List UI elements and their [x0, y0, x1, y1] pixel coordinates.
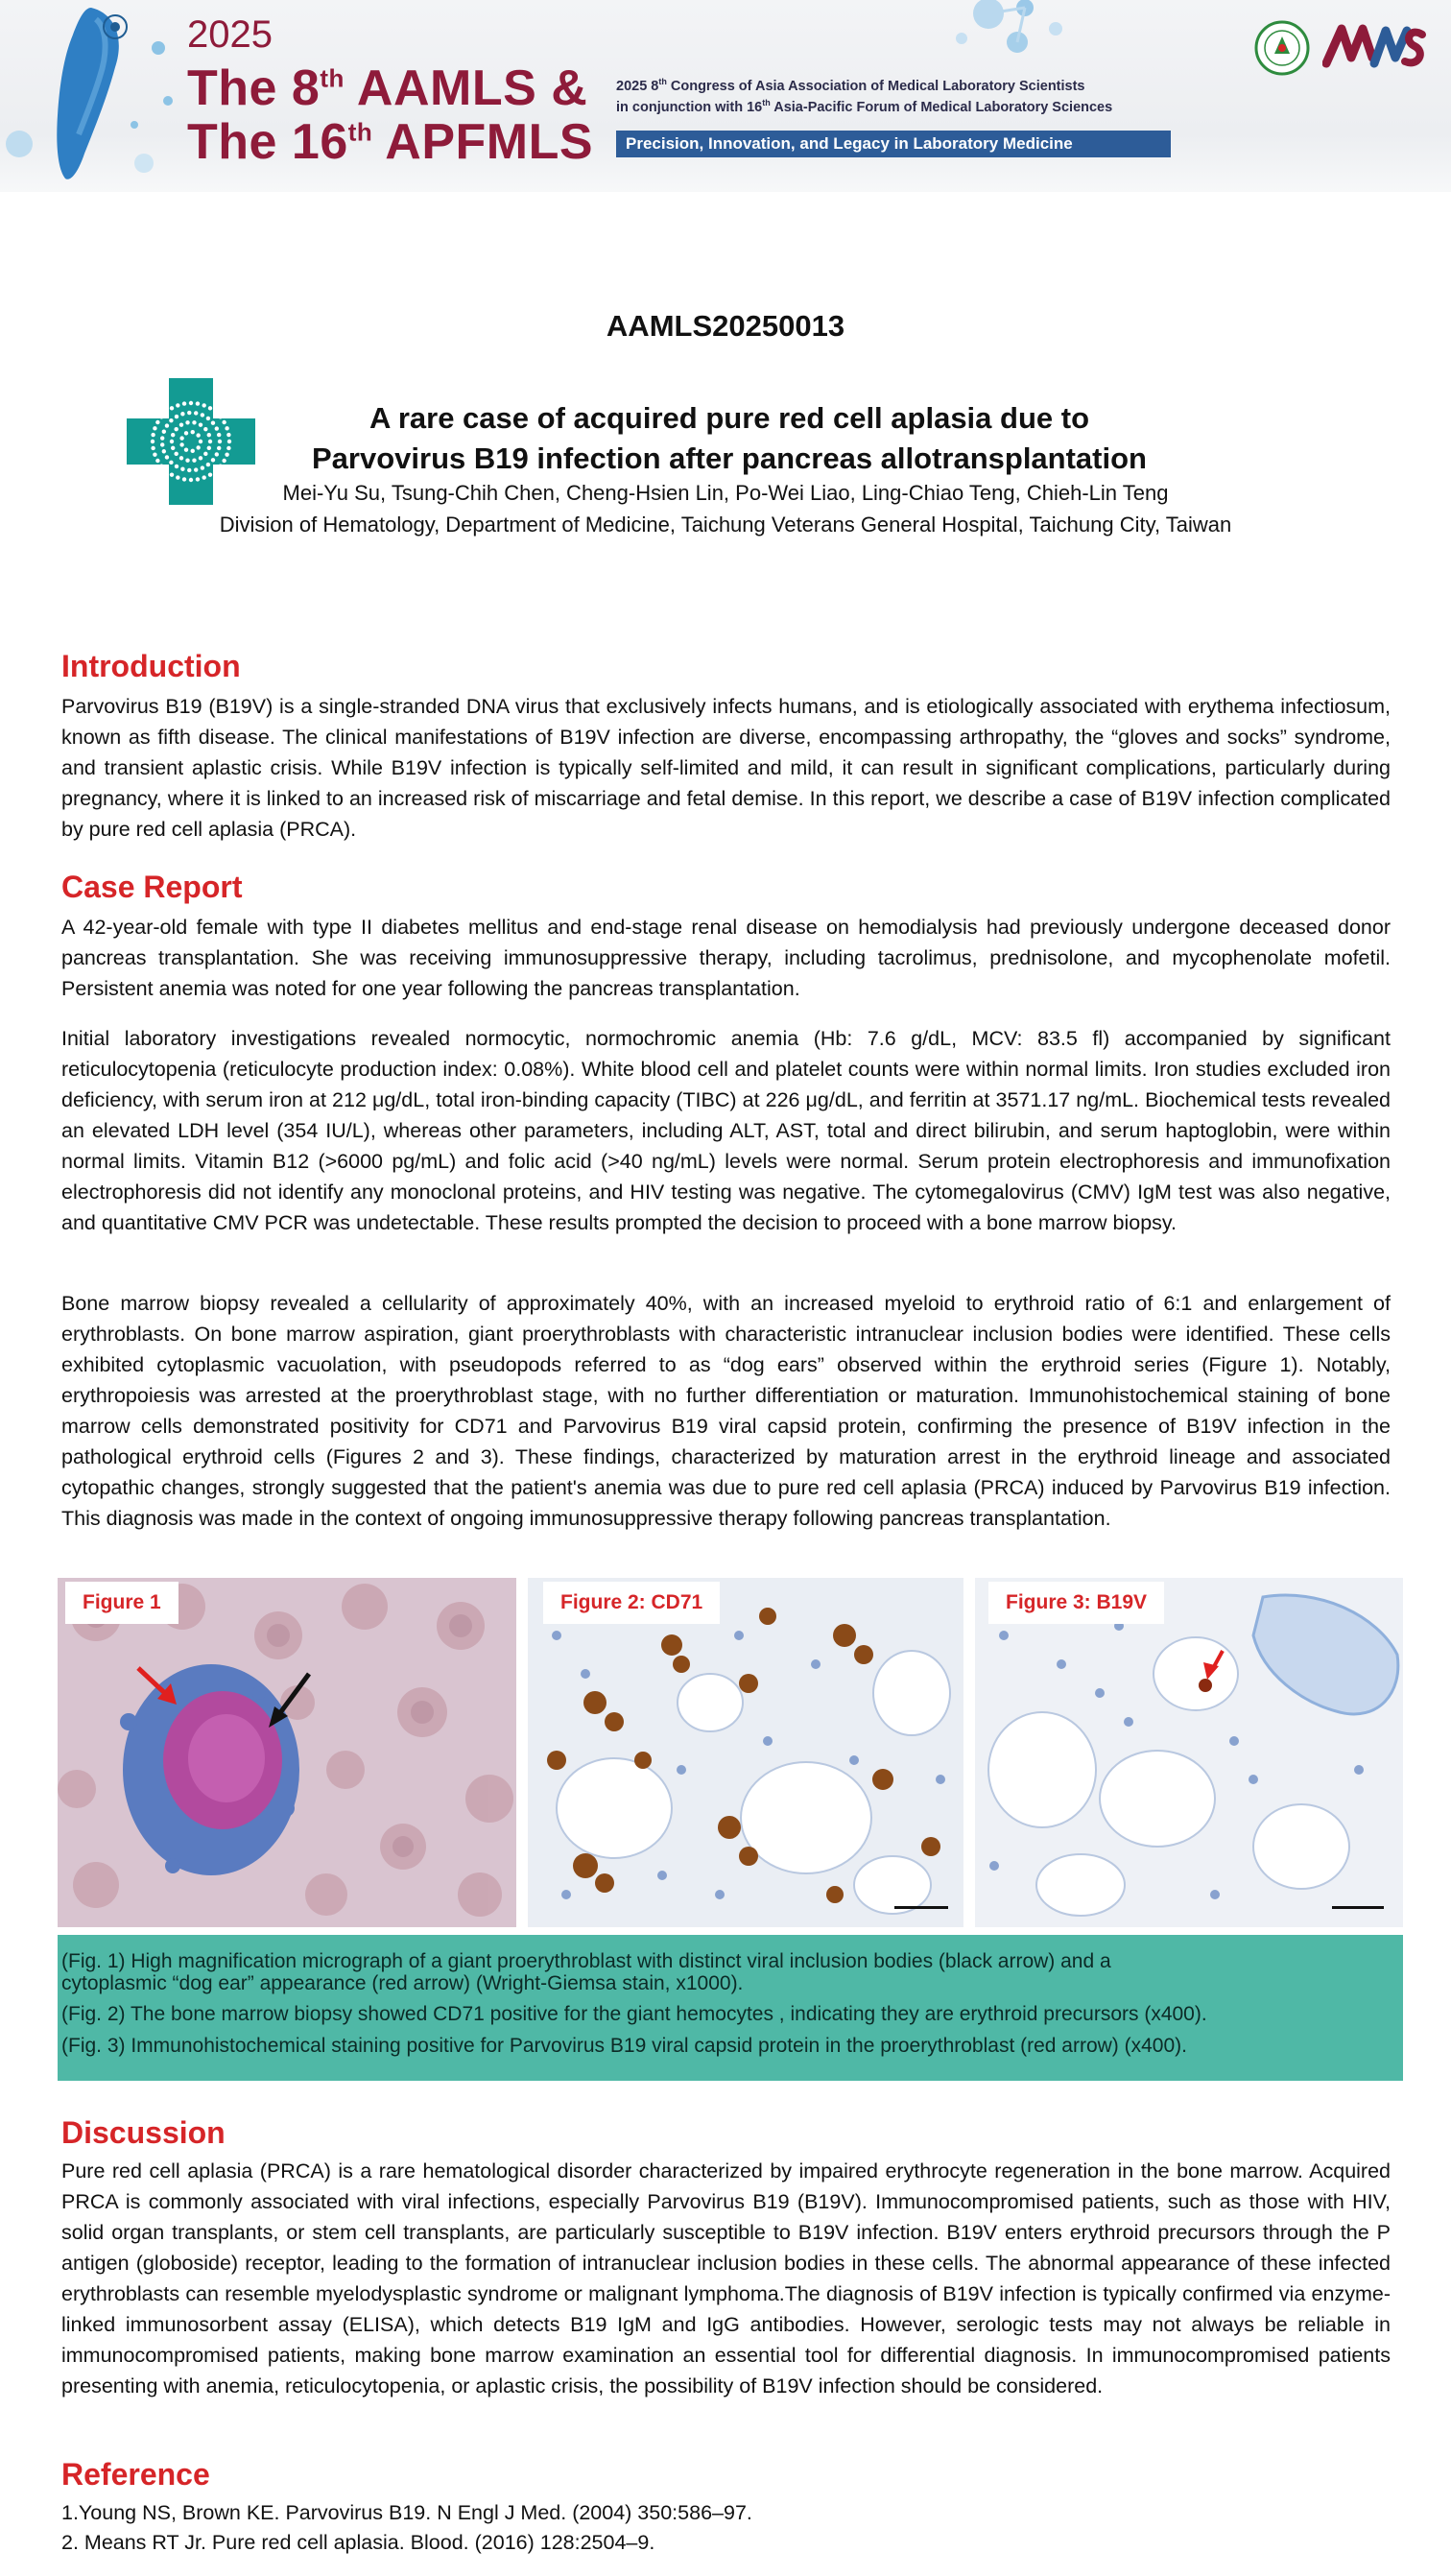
figure-2-cd71-stain — [528, 1578, 963, 1927]
introduction-text: Parvovirus B19 (B19V) is a single-stranded DNA virus that exclusively infects humans, and is etiologically associated with erythema infectiosum, known as fifth disease. The clinical manifestations of B19V infection are diverse, encompassing arthropathy, the “gloves and socks” syndrome, and transient aplastic crisis. While B19V infection is typically self-limited and mild, it can result in significant complications, particularly during pregnancy, where it is linked to an increased risk of miscarriage and fetal demise. In this report, we describe a case of B19V infection complicated by pure red cell aplasia (PRCA). — [61, 695, 1391, 841]
discussion-text: Pure red cell aplasia (PRCA) is a rare hematological disorder characterized by impaired erythrocyte regeneration in the bone marrow. Acquired PRCA is commonly associated with viral infections, especially Parvovirus B19 (B19V). Immunocompromised patients, such as those with HIV, solid organ transplants, or stem cell transplants, are particularly susceptible to B19V infection. B19V enters erythroid precursors through the P antigen (globoside) receptor, leading to the formation of intranuclear inclusion bodies in these cells. The abnormal appearance of these infected erythroblasts can resemble myelodysplastic syndrome or malignant lymphoma.The diagnosis of B19V infection is typically confirmed via enzyme-linked immunosorbent assay (ELISA), which detects B19 IgM and IgG antibodies. However, serologic tests may not always be reliable in immunocompromised patients, making bone marrow examination an essential tool for differential diagnosis. In immunocompromised patients presenting with anemia, reticulocytopenia, or aplastic crisis, the possibility of B19V infection should be considered. — [61, 2159, 1391, 2397]
poster-title-line-2: Parvovirus B19 infection after pancreas allotransplantation — [312, 441, 1147, 475]
figure-3-caption: (Fig. 3) Immunohistochemical staining positive for Parvovirus B19 viral capsid protein in the proerythroblast (red arrow) (x400). — [61, 2035, 1187, 2057]
reference-item: 1.Young NS, Brown KE. Parvovirus B19. N Engl J Med. (2004) 350:586–97. — [61, 2501, 752, 2524]
banner-headline-2: The 16th APFMLS — [187, 114, 594, 170]
figure-3-label: Figure 3: B19V — [988, 1582, 1164, 1624]
aams-logo — [1322, 19, 1428, 73]
association-seal-logo — [1253, 19, 1311, 77]
case-report-paragraph-1: A 42-year-old female with type II diabetes mellitus and end-stage renal disease on hemodialysis had previously undergone deceased donor pancreas transplantation. She was receiving immunosuppressive therapy, including tacrolimus, prednisolone, and mycophenolate mofetil. Persistent anemia was noted for one year following the pancreas transplantation. — [61, 916, 1391, 1000]
discussion-heading: Discussion — [61, 2115, 226, 2150]
figure-2-label: Figure 2: CD71 — [543, 1582, 720, 1624]
conference-banner — [0, 0, 1451, 192]
banner-year: 2025 — [187, 13, 273, 56]
molecule-dots-graphic — [950, 0, 1200, 77]
case-report-paragraph-2: Initial laboratory investigations revealed normocytic, normochromic anemia (Hb: 7.6 g/dL, MCV: 83.5 fl) accompanied by significant reticulocytopenia (reticulocyte production index: 0.08%). White blood cell and platelet counts were within normal limits. Iron studies excluded iron deficiency, with serum iron at 212 μg/dL, total iron-binding capacity (TIBC) at 226 μg/dL, and ferritin at 3571.17 ng/mL. Biochemical tests revealed an elevated LDH level (354 IU/L), whereas other parameters, including ALT, AST, total and direct bilirubin, and serum haptoglobin, were within normal limits. Vitamin B12 (>6000 pg/mL) and folic acid (>40 ng/mL) levels were normal. Serum protein electrophoresis and immunofixation electrophoresis did not identify any monoclonal proteins, and HIV testing was negative. The cytomegalovirus (CMV) IgM test was also negative, and quantitative CMV PCR was undetectable. These results prompted the decision to proceed with a bone marrow biopsy. — [61, 1027, 1391, 1234]
figure-1-label: Figure 1 — [65, 1582, 178, 1624]
case-report-heading: Case Report — [61, 870, 243, 904]
reference-heading: Reference — [61, 2457, 210, 2492]
case-report-paragraph-3: Bone marrow biopsy revealed a cellularity of approximately 40%, with an increased myeloid to erythroid ratio of 6:1 and enlargement of erythroblasts. On bone marrow aspiration, giant proerythroblasts with characteristic intranuclear inclusion bodies were identified. These cells exhibited cytoplasmic vacuolation, with pseudopods referred to as “dog ears” observed within the erythroid series (Figure 1). Notably, erythropoiesis was arrested at the proerythroblast stage, with no further differentiation or maturation. Immunohistochemical staining of bone marrow cells demonstrated positivity for CD71 and Parvovirus B19 viral capsid protein, confirming the presence of B19V infection in the pathological erythroid cells (Figures 2 and 3). These findings, characterized by maturation arrest in the erythroid lineage and associated cytopathic changes, strongly suggested that the patient's anemia was due to pure red cell aplasia (PRCA) induced by Parvovirus B19 infection. This diagnosis was made in the context of ongoing immunosuppressive therapy following pancreas transplantation. — [61, 1292, 1391, 1530]
introduction-heading: Introduction — [61, 649, 241, 683]
figure-1-micrograph — [58, 1578, 516, 1927]
affiliation-line: Division of Hematology, Department of Medicine, Taichung Veterans General Hospital, Taichung City, Taiwan — [219, 513, 1232, 537]
authors-line: Mei-Yu Su, Tsung-Chih Chen, Cheng-Hsien Lin, Po-Wei Liao, Ling-Chiao Teng, Chieh-Lin Teng — [282, 481, 1169, 505]
figure-1-caption-line-1: (Fig. 1) High magnification micrograph of a giant proerythroblast with distinct viral inclusion bodies (black arrow) and a — [61, 1950, 1111, 1972]
figure-2-caption: (Fig. 2) The bone marrow biopsy showed CD71 positive for the giant hemocytes , indicating they are erythroid precursors (x400). — [61, 2003, 1207, 2025]
figure-1-caption-line-2: cytoplasmic “dog ear” appearance (red arrow) (Wright-Giemsa stain, x1000). — [61, 1972, 744, 1994]
abstract-code: AAMLS20250013 — [606, 309, 845, 343]
poster-title-line-1: A rare case of acquired pure red cell aplasia due to — [369, 401, 1090, 435]
reference-item: 2. Means RT Jr. Pure red cell aplasia. Blood. (2016) 128:2504–9. — [61, 2531, 655, 2554]
banner-headline-1: The 8th AAMLS & — [187, 60, 588, 116]
taiwan-map-graphic — [0, 0, 182, 192]
banner-subtitle-1: 2025 8th Congress of Asia Association of Medical Laboratory Scientists — [616, 77, 1085, 94]
banner-subtitle-2: in conjunction with 16th Asia-Pacific Forum of Medical Laboratory Sciences — [616, 98, 1113, 115]
figure-3-b19v-stain — [975, 1578, 1403, 1927]
banner-tagline: Precision, Innovation, and Legacy in Laboratory Medicine — [616, 131, 1171, 157]
